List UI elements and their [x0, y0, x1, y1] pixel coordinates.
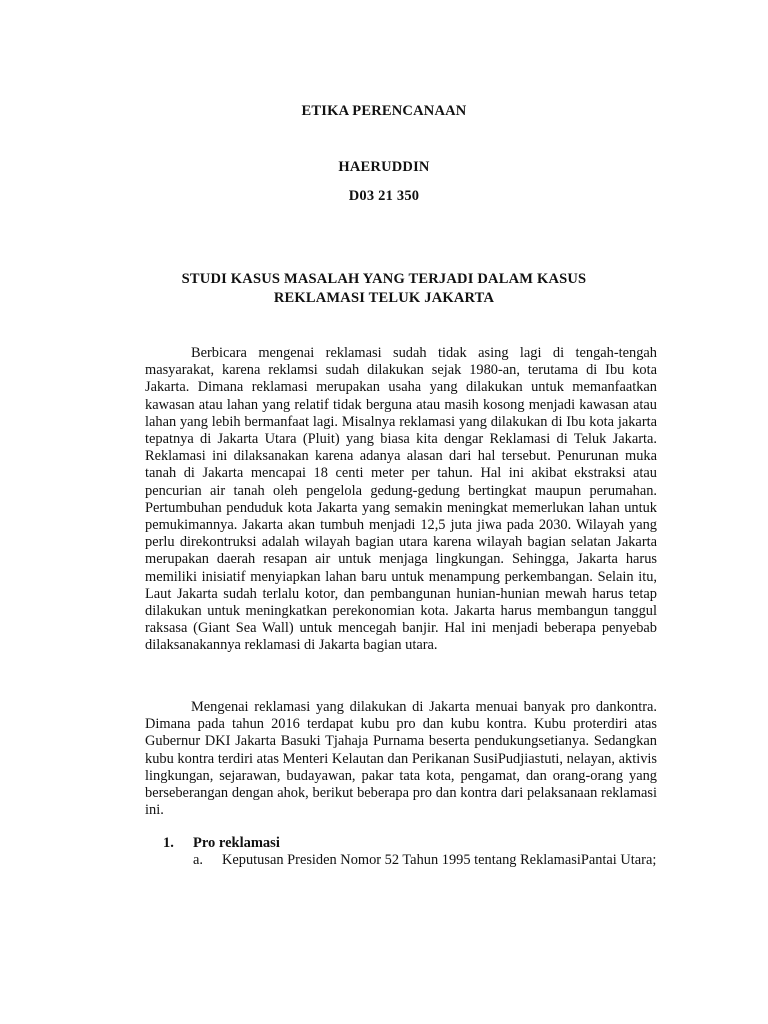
sub-item-marker: a. [193, 852, 203, 868]
author-name: HAERUDDIN [338, 159, 430, 175]
student-id: D03 21 350 [348, 188, 420, 204]
list-sub-item [193, 852, 657, 869]
course-title: ETIKA PERENCANAAN [301, 103, 467, 119]
list-heading [163, 833, 280, 853]
list-number: 1. [163, 835, 174, 851]
body-paragraph-1: Berbicara mengenai reklamasi sudah tidak asing lagi di tengah-tengah masyarakat, karena reklamsi sudah dilakukan sejak 1980-an, terutama di Ibu kota Jakarta. Dimana reklamasi merupakan usaha yang dilakukan untuk memanfaatkan kawasan atau lahan yang relatif tidak berguna atau masih kosong menjadi kawasan atau lahan yang lebih bermanfaat lagi. Misalnya reklamasi yang dilakukan di Ibu kota jakarta tepatnya di Jakarta Utara (Pluit) yang biasa kita dengar Reklamasi di Teluk Jakarta. Reklamasi ini dilaksanakan karena adanya alasan dari hal tersebut. Penurunan muka tanah di Jakarta mencapai 18 centi meter per tahun. Hal ini akibat ekstraksi atau pencurian air tanah oleh pengelola gedung-gedung bertingkat maupun perumahan. Pertumbuhan penduduk kota Jakarta yang semakin meningkat memerlukan lahan untuk pemukimannya. Jakarta akan tumbuh menjadi 12,5 juta jiwa pada 2030. Wilayah yang perlu direkontruksi adalah wilayah bagian utara karena wilayah bagian selatan Jakarta merupakan daerah resapan air untuk menjaga lingkungan. Sehingga, Jakarta harus memiliki inisiatif menyiapkan lahan baru untuk menampung perkembangan. Selain itu, Laut Jakarta sudah terlalu kotor, dan pembangunan hunian-hunian mewah harus tetap dilakukan untuk meningkatkan perekonomian kota. Jakarta harus membangun tanggul raksasa (Giant Sea Wall) untuk mencegah banjir. Hal ini menjadi beberapa penyebab dilaksanakannya reklamasi di Jakarta bagian utara. [145, 345, 657, 654]
sub-item-text: Keputusan Presiden Nomor 52 Tahun 1995 tentang ReklamasiPantai Utara; [222, 852, 657, 868]
body-paragraph-2: Mengenai reklamasi yang dilakukan di Jakarta menuai banyak pro dankontra. Dimana pada tahun 2016 terdapat kubu pro dan kubu kontra. Kubu proterdiri atas Gubernur DKI Jakarta Basuki Tjahaja Purnama beserta pendukungsetianya. Sedangkan kubu kontra terdiri atas Menteri Kelautan dan Perikanan SusiPudjiastuti, nelayan, aktivis lingkungan, sejarawan, budayawan, pakar tata kota, pengamat, dan orang-orang yang berseberangan dengan ahok, berikut beberapa pro dan kontra dari pelaksanaan reklamasi ini. [145, 699, 657, 819]
document-title-line-1: STUDI KASUS MASALAH YANG TERJADI DALAM KASUS [181, 271, 587, 287]
document-title-line-2: REKLAMASI TELUK JAKARTA [273, 290, 495, 306]
list-heading-label: Pro reklamasi [193, 835, 280, 851]
